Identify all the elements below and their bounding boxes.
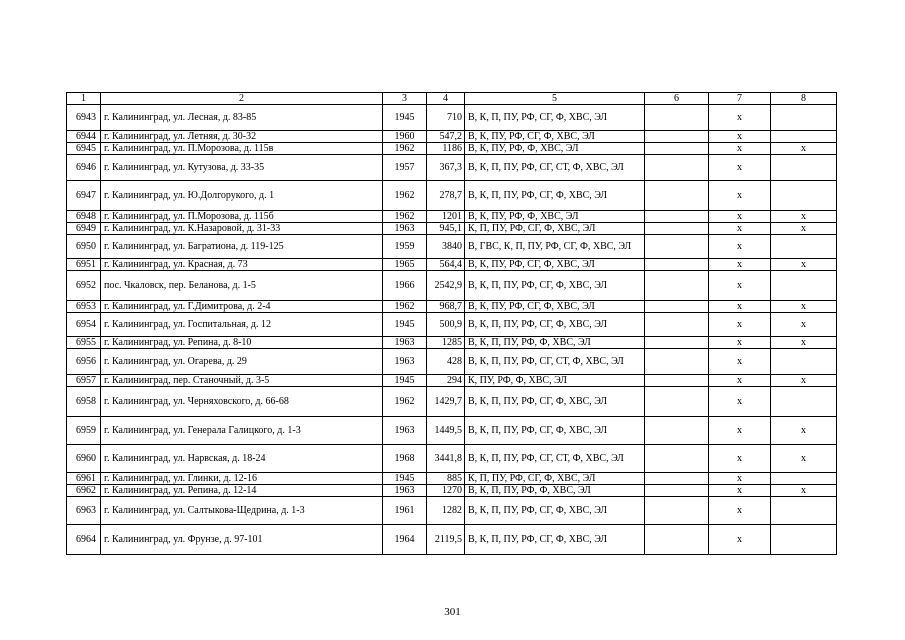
row-col7-mark: x <box>709 349 771 375</box>
row-area: 1285 <box>427 337 465 349</box>
row-address: г. Калининград, ул. П.Морозова, д. 115б <box>101 211 383 223</box>
row-col7-mark: x <box>709 259 771 271</box>
row-col7-mark: x <box>709 155 771 181</box>
row-area: 367,3 <box>427 155 465 181</box>
row-year: 1962 <box>383 387 427 417</box>
row-systems: К, П, ПУ, РФ, СГ, Ф, ХВС, ЭЛ <box>465 223 645 235</box>
row-year: 1963 <box>383 417 427 445</box>
row-col8-mark <box>771 105 837 131</box>
row-area: 2119,5 <box>427 525 465 555</box>
row-systems: К, П, ПУ, РФ, СГ, Ф, ХВС, ЭЛ <box>465 473 645 485</box>
header-col-1: 1 <box>67 93 101 105</box>
row-address: г. Калининград, ул. Госпитальная, д. 12 <box>101 313 383 337</box>
row-area: 278,7 <box>427 181 465 211</box>
row-systems: В, К, П, ПУ, РФ, СГ, Ф, ХВС, ЭЛ <box>465 271 645 301</box>
row-col8-mark <box>771 155 837 181</box>
row-address: г. Калининград, ул. К.Назаровой, д. 31-33 <box>101 223 383 235</box>
row-systems: В, К, П, ПУ, РФ, СГ, Ф, ХВС, ЭЛ <box>465 525 645 555</box>
row-col6 <box>645 497 709 525</box>
row-address: г. Калининград, ул. Генерала Галицкого, д. 1-3 <box>101 417 383 445</box>
row-address: г. Калининград, ул. Красная, д. 73 <box>101 259 383 271</box>
row-systems: В, К, П, ПУ, РФ, СГ, СТ, Ф, ХВС, ЭЛ <box>465 349 645 375</box>
row-number: 6962 <box>67 485 101 497</box>
row-number: 6946 <box>67 155 101 181</box>
row-year: 1961 <box>383 497 427 525</box>
row-year: 1963 <box>383 337 427 349</box>
row-systems: В, К, П, ПУ, РФ, СГ, Ф, ХВС, ЭЛ <box>465 105 645 131</box>
table-row <box>67 525 837 555</box>
row-area: 1186 <box>427 143 465 155</box>
row-col8-mark <box>771 271 837 301</box>
header-col-8: 8 <box>771 93 837 105</box>
row-col7-mark: x <box>709 223 771 235</box>
row-systems: К, ПУ, РФ, Ф, ХВС, ЭЛ <box>465 375 645 387</box>
row-address: г. Калининград, ул. Репина, д. 12-14 <box>101 485 383 497</box>
row-systems: В, К, П, ПУ, РФ, СГ, Ф, ХВС, ЭЛ <box>465 313 645 337</box>
row-col6 <box>645 375 709 387</box>
row-col6 <box>645 259 709 271</box>
row-area: 885 <box>427 473 465 485</box>
row-number: 6944 <box>67 131 101 143</box>
row-col7-mark: x <box>709 211 771 223</box>
row-col6 <box>645 131 709 143</box>
row-col7-mark: x <box>709 473 771 485</box>
row-number: 6955 <box>67 337 101 349</box>
row-systems: В, К, П, ПУ, РФ, СГ, СТ, Ф, ХВС, ЭЛ <box>465 445 645 473</box>
row-col6 <box>645 105 709 131</box>
row-number: 6951 <box>67 259 101 271</box>
row-address: пос. Чкаловск, пер. Беланова, д. 1-5 <box>101 271 383 301</box>
row-col7-mark: x <box>709 181 771 211</box>
row-col8-mark: x <box>771 337 837 349</box>
row-col7-mark: x <box>709 497 771 525</box>
row-number: 6948 <box>67 211 101 223</box>
row-systems: В, К, П, ПУ, РФ, СГ, Ф, ХВС, ЭЛ <box>465 417 645 445</box>
row-area: 1429,7 <box>427 387 465 417</box>
row-address: г. Калининград, ул. Репина, д. 8-10 <box>101 337 383 349</box>
row-address: г. Калининград, ул. П.Морозова, д. 115в <box>101 143 383 155</box>
row-col6 <box>645 155 709 181</box>
row-year: 1945 <box>383 105 427 131</box>
header-col-7: 7 <box>709 93 771 105</box>
row-year: 1945 <box>383 313 427 337</box>
row-col8-mark: x <box>771 301 837 313</box>
row-area: 2542,9 <box>427 271 465 301</box>
row-col6 <box>645 301 709 313</box>
row-address: г. Калининград, ул. Черняховского, д. 66-68 <box>101 387 383 417</box>
row-col6 <box>645 211 709 223</box>
row-number: 6960 <box>67 445 101 473</box>
row-col8-mark: x <box>771 223 837 235</box>
row-col7-mark: x <box>709 105 771 131</box>
table-row <box>67 105 837 131</box>
row-number: 6959 <box>67 417 101 445</box>
row-area: 945,1 <box>427 223 465 235</box>
row-number: 6950 <box>67 235 101 259</box>
row-col7-mark: x <box>709 387 771 417</box>
row-number: 6961 <box>67 473 101 485</box>
row-address: г. Калининград, ул. Ю.Долгорукого, д. 1 <box>101 181 383 211</box>
table-row <box>67 313 837 337</box>
row-address: г. Калининград, ул. Г.Димитрова, д. 2-4 <box>101 301 383 313</box>
table-row <box>67 473 837 485</box>
row-col8-mark: x <box>771 445 837 473</box>
row-number: 6943 <box>67 105 101 131</box>
table-row <box>67 485 837 497</box>
row-area: 547,2 <box>427 131 465 143</box>
row-col8-mark: x <box>771 259 837 271</box>
table-row <box>67 143 837 155</box>
table-row <box>67 417 837 445</box>
row-address: г. Калининград, ул. Кутузова, д. 33-35 <box>101 155 383 181</box>
table-row <box>67 211 837 223</box>
table-row <box>67 155 837 181</box>
row-address: г. Калининград, ул. Летняя, д. 30-32 <box>101 131 383 143</box>
row-col6 <box>645 387 709 417</box>
row-col6 <box>645 349 709 375</box>
row-number: 6954 <box>67 313 101 337</box>
row-col6 <box>645 485 709 497</box>
row-year: 1968 <box>383 445 427 473</box>
row-col7-mark: x <box>709 235 771 259</box>
row-year: 1945 <box>383 473 427 485</box>
table-row <box>67 497 837 525</box>
row-col7-mark: x <box>709 143 771 155</box>
row-col6 <box>645 337 709 349</box>
row-area: 500,9 <box>427 313 465 337</box>
row-col8-mark: x <box>771 375 837 387</box>
row-systems: В, К, ПУ, РФ, СГ, Ф, ХВС, ЭЛ <box>465 131 645 143</box>
row-col8-mark: x <box>771 485 837 497</box>
row-number: 6958 <box>67 387 101 417</box>
row-area: 428 <box>427 349 465 375</box>
row-year: 1945 <box>383 375 427 387</box>
row-number: 6957 <box>67 375 101 387</box>
header-row <box>67 93 837 105</box>
row-systems: В, К, П, ПУ, РФ, СГ, СТ, Ф, ХВС, ЭЛ <box>465 155 645 181</box>
row-year: 1960 <box>383 131 427 143</box>
row-area: 564,4 <box>427 259 465 271</box>
row-col6 <box>645 235 709 259</box>
row-col7-mark: x <box>709 417 771 445</box>
row-col6 <box>645 181 709 211</box>
table-row <box>67 445 837 473</box>
table-row <box>67 301 837 313</box>
row-year: 1963 <box>383 485 427 497</box>
row-address: г. Калининград, ул. Огарева, д. 29 <box>101 349 383 375</box>
header-col-3: 3 <box>383 93 427 105</box>
row-col8-mark: x <box>771 143 837 155</box>
row-area: 1449,5 <box>427 417 465 445</box>
row-col7-mark: x <box>709 271 771 301</box>
row-area: 3840 <box>427 235 465 259</box>
page-number: 301 <box>444 606 461 618</box>
row-address: г. Калининград, пер. Станочный, д. 3-5 <box>101 375 383 387</box>
row-col7-mark: x <box>709 313 771 337</box>
header-col-6: 6 <box>645 93 709 105</box>
row-address: г. Калининград, ул. Глинки, д. 12-16 <box>101 473 383 485</box>
table-row <box>67 271 837 301</box>
row-number: 6952 <box>67 271 101 301</box>
row-col6 <box>645 271 709 301</box>
table-row <box>67 181 837 211</box>
row-systems: В, К, ПУ, РФ, Ф, ХВС, ЭЛ <box>465 143 645 155</box>
table-row <box>67 131 837 143</box>
row-number: 6949 <box>67 223 101 235</box>
housing-table <box>66 92 837 555</box>
row-col7-mark: x <box>709 375 771 387</box>
row-col8-mark: x <box>771 417 837 445</box>
row-year: 1965 <box>383 259 427 271</box>
row-number: 6956 <box>67 349 101 375</box>
row-col8-mark <box>771 349 837 375</box>
row-systems: В, К, П, ПУ, РФ, Ф, ХВС, ЭЛ <box>465 485 645 497</box>
row-address: г. Калининград, ул. Салтыкова-Щедрина, д. 1-3 <box>101 497 383 525</box>
row-year: 1962 <box>383 211 427 223</box>
row-col7-mark: x <box>709 131 771 143</box>
row-number: 6963 <box>67 497 101 525</box>
row-year: 1957 <box>383 155 427 181</box>
row-col7-mark: x <box>709 485 771 497</box>
row-col7-mark: x <box>709 445 771 473</box>
row-area: 968,7 <box>427 301 465 313</box>
header-col-5: 5 <box>465 93 645 105</box>
row-systems: В, К, П, ПУ, РФ, Ф, ХВС, ЭЛ <box>465 337 645 349</box>
row-address: г. Калининград, ул. Лесная, д. 83-85 <box>101 105 383 131</box>
row-year: 1963 <box>383 223 427 235</box>
row-col6 <box>645 417 709 445</box>
row-systems: В, К, ПУ, РФ, СГ, Ф, ХВС, ЭЛ <box>465 301 645 313</box>
row-systems: В, К, П, ПУ, РФ, СГ, Ф, ХВС, ЭЛ <box>465 497 645 525</box>
row-col8-mark <box>771 525 837 555</box>
row-col8-mark <box>771 497 837 525</box>
row-systems: В, ГВС, К, П, ПУ, РФ, СГ, Ф, ХВС, ЭЛ <box>465 235 645 259</box>
row-col8-mark <box>771 181 837 211</box>
row-col6 <box>645 143 709 155</box>
row-col8-mark <box>771 387 837 417</box>
row-area: 294 <box>427 375 465 387</box>
row-col8-mark <box>771 131 837 143</box>
row-col8-mark: x <box>771 211 837 223</box>
row-number: 6947 <box>67 181 101 211</box>
row-col7-mark: x <box>709 525 771 555</box>
row-col7-mark: x <box>709 301 771 313</box>
row-col6 <box>645 473 709 485</box>
table-row <box>67 375 837 387</box>
row-address: г. Калининград, ул. Багратиона, д. 119-125 <box>101 235 383 259</box>
row-address: г. Калининград, ул. Фрунзе, д. 97-101 <box>101 525 383 555</box>
table-row <box>67 387 837 417</box>
row-year: 1966 <box>383 271 427 301</box>
row-area: 1270 <box>427 485 465 497</box>
row-col8-mark: x <box>771 313 837 337</box>
row-col8-mark <box>771 235 837 259</box>
row-area: 710 <box>427 105 465 131</box>
row-col6 <box>645 223 709 235</box>
row-systems: В, К, П, ПУ, РФ, СГ, Ф, ХВС, ЭЛ <box>465 181 645 211</box>
row-year: 1962 <box>383 301 427 313</box>
row-systems: В, К, П, ПУ, РФ, СГ, Ф, ХВС, ЭЛ <box>465 387 645 417</box>
row-col8-mark <box>771 473 837 485</box>
table-row <box>67 349 837 375</box>
table-row <box>67 337 837 349</box>
row-area: 3441,8 <box>427 445 465 473</box>
row-year: 1964 <box>383 525 427 555</box>
row-area: 1282 <box>427 497 465 525</box>
row-systems: В, К, ПУ, РФ, СГ, Ф, ХВС, ЭЛ <box>465 259 645 271</box>
row-area: 1201 <box>427 211 465 223</box>
row-year: 1962 <box>383 143 427 155</box>
row-number: 6945 <box>67 143 101 155</box>
row-address: г. Калининград, ул. Нарвская, д. 18-24 <box>101 445 383 473</box>
row-number: 6953 <box>67 301 101 313</box>
row-col6 <box>645 525 709 555</box>
table-row <box>67 235 837 259</box>
row-col7-mark: x <box>709 337 771 349</box>
row-number: 6964 <box>67 525 101 555</box>
table-row <box>67 223 837 235</box>
table-row <box>67 259 837 271</box>
header-col-2: 2 <box>101 93 383 105</box>
header-col-4: 4 <box>427 93 465 105</box>
row-col6 <box>645 445 709 473</box>
row-systems: В, К, ПУ, РФ, Ф, ХВС, ЭЛ <box>465 211 645 223</box>
row-year: 1963 <box>383 349 427 375</box>
row-year: 1962 <box>383 181 427 211</box>
row-col6 <box>645 313 709 337</box>
row-year: 1959 <box>383 235 427 259</box>
